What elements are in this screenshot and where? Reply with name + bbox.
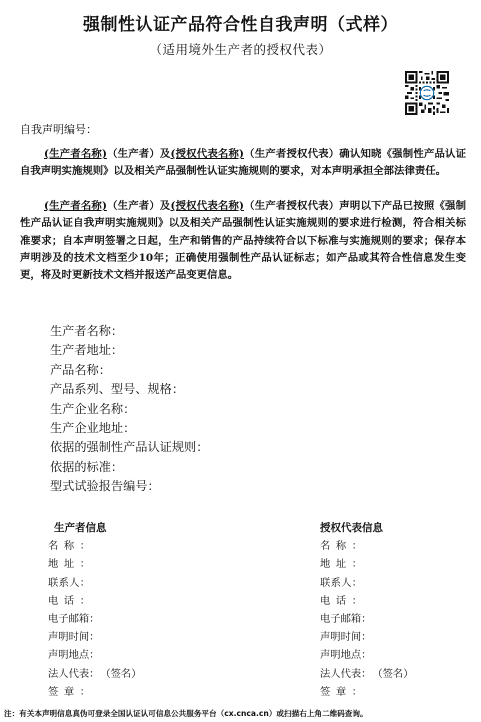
field-factory-name: 生产企业名称：	[50, 401, 136, 416]
rep-row-phone: 电话：	[320, 594, 362, 607]
rep-row-contact: 联系人：	[320, 576, 362, 589]
manufacturer-name-placeholder: (生产者名称)	[44, 148, 107, 160]
manufacturer-info-block	[48, 519, 142, 701]
mfr-row-address: 地址：	[48, 558, 90, 571]
footnote: 注：有关本声明信息真伪可登录全国认证认可信息公共服务平台（cx.cnca.cn）或扫描右上角二维码查询。	[4, 709, 368, 718]
rep-row-time: 声明时间：	[320, 631, 372, 644]
manufacturer-name-placeholder: (生产者名称)	[44, 200, 107, 212]
field-manufacturer-name: 生产者名称：	[50, 324, 124, 338]
mfr-row-name: 名称：	[48, 540, 90, 553]
field-standards: 依据的标准：	[50, 459, 124, 474]
sign-hint: （签名）	[377, 667, 414, 680]
representative-name-placeholder: (授权代表名称)	[170, 148, 244, 160]
field-product-name: 产品名称：	[50, 362, 111, 377]
product-info-fields	[50, 322, 208, 497]
rep-row-legal-rep: 法人代表： （签名）	[320, 667, 414, 680]
page-title: 强制性认证产品符合性自我声明（式样）	[83, 15, 398, 35]
rep-row-email: 电子邮箱：	[320, 613, 372, 626]
representative-name-placeholder: (授权代表名称)	[170, 200, 244, 212]
sign-hint: （签名）	[105, 667, 142, 680]
rep-row-place: 声明地点：	[320, 649, 372, 662]
representative-info-block	[320, 519, 414, 701]
qr-code-icon[interactable]	[405, 71, 449, 115]
mfr-row-time: 声明时间：	[48, 631, 100, 644]
mfr-row-place: 声明地点：	[48, 649, 100, 662]
rep-row-seal: 签章：	[320, 685, 362, 698]
declaration-paragraph: (生产者名称)（生产者）及(授权代表名称)（生产者授权代表）声明以下产品已按照《强制性产品认证自我声明实施规则》以及相关产品强制性认证实施规则的要求进行检测，符合相关标准要求；自本声明签署之日起，生产和销售的产品持续符合以下标准与实施规则的要求；保存本声明涉及的技术文档至少10年；正确使用强制性产品认证标志；如产品或其符合性信息发生变更，将及时更新技术文档并报送产品变更信息。	[20, 200, 466, 282]
field-certification-rules: 依据的强制性产品认证规则：	[50, 440, 209, 455]
field-test-report-number: 型式试验报告编号：	[50, 479, 160, 494]
field-manufacturer-address: 生产者地址：	[50, 343, 124, 358]
manufacturer-info-heading: 生产者信息	[54, 522, 107, 534]
rep-row-name: 名称：	[320, 540, 362, 553]
field-product-series-model: 产品系列、型号、规格：	[50, 382, 185, 397]
declaration-number-label: 自我声明编号：	[20, 123, 97, 136]
representative-info-heading: 授权代表信息	[320, 522, 383, 534]
mfr-row-phone: 电话：	[48, 594, 90, 607]
rep-row-address: 地址：	[320, 558, 362, 571]
mfr-row-email: 电子邮箱：	[48, 613, 100, 626]
page-subtitle: （适用境外生产者的授权代表）	[149, 42, 332, 57]
mfr-row-contact: 联系人：	[48, 576, 90, 589]
field-factory-address: 生产企业地址：	[50, 421, 136, 436]
mfr-row-legal-rep: 法人代表： （签名）	[48, 667, 142, 680]
mfr-row-seal: 签章：	[48, 685, 90, 698]
acknowledgement-paragraph: (生产者名称)（生产者）及(授权代表名称)（生产者授权代表）确认知晓《强制性产品认证自我声明实施规则》以及相关产品强制性认证实施规则的要求，对本声明承担全部法律责任。	[20, 148, 466, 178]
